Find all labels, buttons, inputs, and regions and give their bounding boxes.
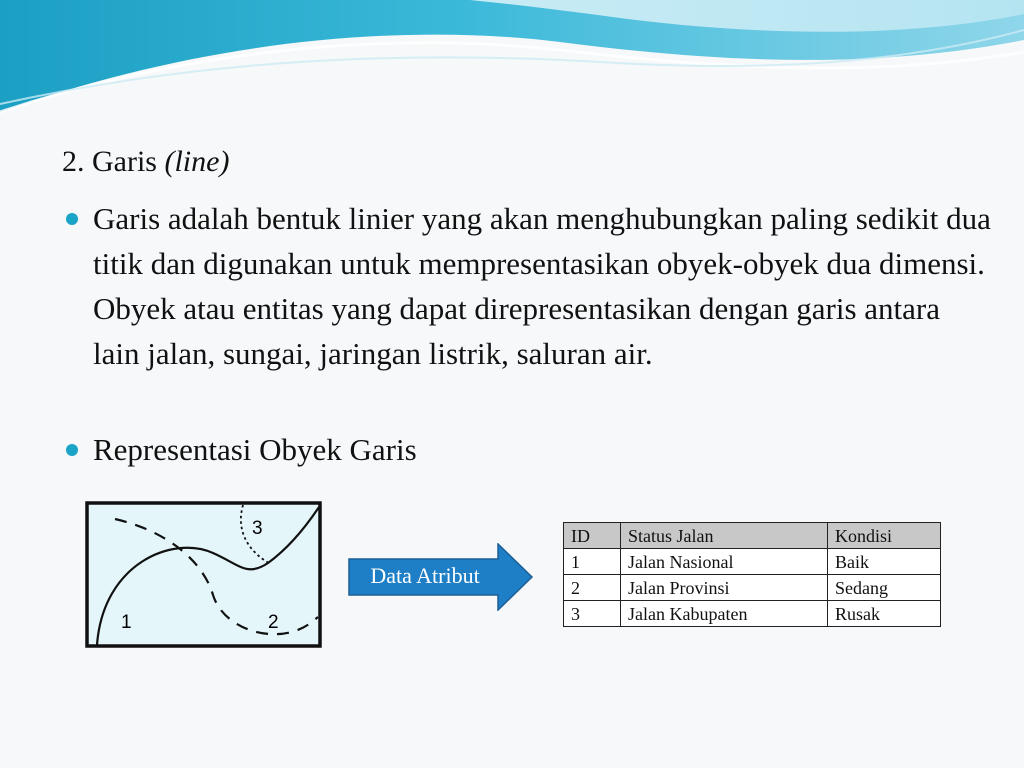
table-row [564, 575, 941, 601]
bullet-text: Garis adalah bentuk linier yang akan menghubungkan paling sedikit dua titik dan digunakan untuk mempresentasikan obyek-obyek dua dimensi. Obyek atau entitas yang dapat direpresentasikan dengan garis antara lain jalan, sungai, jaringan listrik, saluran air. [93, 201, 991, 371]
table-cell: 2 [564, 575, 621, 601]
column-header: Status Jalan [621, 523, 828, 549]
table-row [564, 601, 941, 627]
table-cell: Jalan Provinsi [621, 575, 828, 601]
diagram-label-3: 3 [252, 518, 263, 539]
bullet-item [93, 427, 993, 472]
heading-term: (line) [164, 145, 230, 178]
attribute-table [563, 522, 941, 627]
line-objects-diagram [85, 501, 323, 649]
arrow-label: Data Atribut [370, 563, 480, 588]
column-header: ID [564, 523, 621, 549]
diagram-label-2: 2 [268, 612, 279, 633]
slide-heading [62, 142, 229, 182]
table-cell: Sedang [828, 575, 941, 601]
table-cell: Jalan Nasional [621, 549, 828, 575]
table-cell: 3 [564, 601, 621, 627]
diagram-label-1: 1 [121, 612, 132, 633]
column-header: Kondisi [828, 523, 941, 549]
bullet-dot-icon [66, 213, 78, 225]
bullet-text: Representasi Obyek Garis [93, 432, 417, 467]
table-header-row [564, 523, 941, 549]
bullet-dot-icon [66, 444, 78, 456]
header-wave-decoration [0, 0, 1024, 120]
heading-number: 2. Garis [62, 145, 157, 178]
bullet-item [93, 196, 993, 376]
table-cell: Rusak [828, 601, 941, 627]
table-cell: Baik [828, 549, 941, 575]
table-cell: Jalan Kabupaten [621, 601, 828, 627]
table-row [564, 549, 941, 575]
table-cell: 1 [564, 549, 621, 575]
